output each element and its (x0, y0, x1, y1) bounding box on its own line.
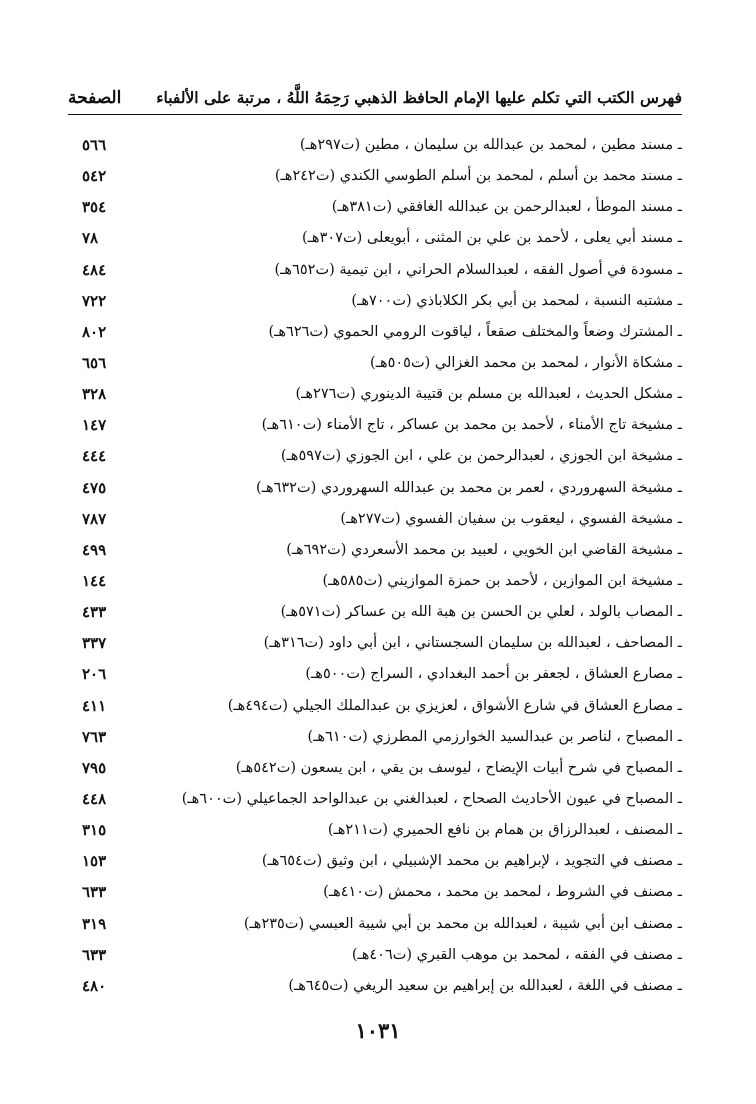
index-entry (68, 846, 682, 877)
entry-page-number: ٧٨٧ (82, 509, 107, 528)
entry-page-number: ٣١٩ (82, 914, 107, 933)
entry-title: ـ مشيخة ابن الموازين ، لأحمد بن حمزة الموازيني (ت٥٨٥هـ) (322, 572, 682, 589)
entry-page-number: ٤٧٥ (82, 478, 107, 497)
entry-title: ـ مسودة في أصول الفقه ، لعبدالسلام الحراني ، ابن تيمية (ت٦٥٢هـ) (274, 261, 682, 278)
entry-page-number: ٧٩٥ (82, 758, 107, 777)
entry-title: ـ مصارع العشاق في شارع الأشواق ، لعزيزي بن عبدالملك الجيلي (ت٤٩٤هـ) (227, 697, 682, 714)
index-entry (68, 348, 682, 379)
entry-title: ـ مشكاة الأنوار ، لمحمد بن محمد الغزالي (ت٥٠٥هـ) (370, 354, 682, 371)
index-entry (68, 691, 682, 722)
entry-page-number: ٤٤٤ (82, 447, 107, 466)
entry-title: ـ مصارع العشاق ، لجعفر بن أحمد البغدادي ، السراج (ت٥٠٠هـ) (305, 666, 682, 683)
index-entry (68, 473, 682, 504)
entry-title: ـ مصنف في اللغة ، لعبدالله بن إبراهيم بن سعيد الريغي (ت٦٤٥هـ) (288, 977, 682, 994)
index-entry (68, 410, 682, 441)
index-entry (68, 628, 682, 659)
entry-title: ـ مشيخة السهروردي ، لعمر بن محمد بن عبدالله السهروردي (ت٦٣٢هـ) (256, 479, 682, 496)
index-entry (68, 659, 682, 690)
entry-title: ـ مسند محمد بن أسلم ، لمحمد بن أسلم الطوسي الكندي (ت٢٤٢هـ) (274, 168, 682, 185)
entry-page-number: ٣٢٨ (82, 385, 107, 404)
entry-page-number: ٤٣٣ (82, 603, 107, 622)
entry-page-number: ٣٣٧ (82, 634, 107, 653)
index-entry (68, 566, 682, 597)
entry-title: ـ مصنف في الفقه ، لمحمد بن موهب القبري (ت٤٠٦هـ) (351, 946, 682, 963)
entry-page-number: ١٥٣ (82, 852, 107, 871)
entry-page-number: ٨٠٢ (82, 322, 107, 341)
index-entry (68, 535, 682, 566)
entry-page-number: ٤٨٠ (82, 976, 107, 995)
entry-page-number: ٤٩٩ (82, 540, 107, 559)
index-entry (68, 130, 682, 161)
entry-title: ـ المصباح في شرح أبيات الإيضاح ، ليوسف بن يقي ، ابن يسعون (ت٥٤٢هـ) (235, 759, 682, 776)
index-entry (68, 286, 682, 317)
index-entry (68, 753, 682, 784)
index-entry (68, 504, 682, 535)
entry-title: ـ مشتبه النسبة ، لمحمد بن أبي بكر الكلاباذي (ت٧٠٠هـ) (351, 292, 682, 309)
entry-page-number: ٧٦٣ (82, 727, 107, 746)
entry-page-number: ٦٥٦ (82, 353, 107, 372)
entry-title: ـ مصنف في التجويد ، لإبراهيم بن محمد الإشبيلي ، ابن وثيق (ت٦٥٤هـ) (261, 853, 682, 870)
book-index-list (68, 130, 682, 1002)
entry-page-number: ٧٢٢ (82, 291, 107, 310)
index-entry (68, 815, 682, 846)
page-title: فهرس الكتب التي تكلم عليها الإمام الحافظ الذهبي رَحِمَهُ اللَّهُ ، مرتبة على الألفباء (156, 88, 682, 107)
index-entry (68, 379, 682, 410)
index-entry (68, 192, 682, 223)
entry-page-number: ٢٠٦ (82, 665, 107, 684)
entry-title: ـ مشيخة تاج الأمناء ، لأحمد بن محمد بن عساكر ، تاج الأمناء (ت٦١٠هـ) (261, 417, 682, 434)
index-entry (68, 441, 682, 472)
entry-page-number: ١٤٧ (82, 416, 107, 435)
entry-title: ـ مصنف في الشروط ، لمحمد بن محمد ، محمش (ت٤١٠هـ) (323, 884, 682, 901)
index-entry (68, 909, 682, 940)
entry-title: ـ المصباح في عيون الأحاديث الصحاح ، لعبدالغني بن عبدالواحد الجماعيلي (ت٦٠٠هـ) (181, 790, 682, 807)
entry-title: ـ مسند مطين ، لمحمد بن عبدالله بن سليمان ، مطين (ت٢٩٧هـ) (299, 137, 682, 153)
entry-title: ـ مصنف ابن أبي شيبة ، لعبدالله بن محمد بن أبي شيبة العبسي (ت٢٣٥هـ) (243, 915, 682, 932)
index-entry (68, 784, 682, 815)
entry-page-number: ٣١٥ (82, 821, 107, 840)
page-column-heading: الصفحة (68, 88, 122, 108)
entry-page-number: ٥٤٢ (82, 167, 107, 186)
entry-title: ـ المصباح ، لناصر بن عبدالسيد الخوارزمي المطرزي (ت٦١٠هـ) (307, 728, 682, 745)
index-entry (68, 597, 682, 628)
entry-page-number: ٤١١ (82, 696, 107, 715)
index-entry (68, 255, 682, 286)
index-entry (68, 317, 682, 348)
entry-title: ـ المصاحف ، لعبدالله بن سليمان السجستاني ، ابن أبي داود (ت٣١٦هـ) (263, 635, 682, 652)
entry-title: ـ المصنف ، لعبدالرزاق بن همام بن نافع الحميري (ت٢١١هـ) (327, 822, 682, 839)
entry-page-number: ٦٣٣ (82, 883, 107, 902)
entry-page-number: ٧٨ (82, 229, 99, 248)
entry-title: ـ مشيخة ابن الجوزي ، لعبدالرحمن بن علي ، ابن الجوزي (ت٥٩٧هـ) (280, 448, 682, 465)
entry-page-number: ١٤٤ (82, 571, 107, 590)
entry-page-number: ٤٤٨ (82, 789, 107, 808)
index-entry (68, 971, 682, 1002)
index-entry (68, 940, 682, 971)
index-entry (68, 722, 682, 753)
entry-page-number: ٤٨٤ (82, 260, 107, 279)
entry-page-number: ٥٦٦ (82, 136, 107, 154)
entry-title: ـ المصاب بالولد ، لعلي بن الحسن بن هبة الله بن عساكر (ت٥٧١هـ) (280, 604, 682, 621)
entry-title: ـ المشترك وضعاً والمختلف صقعاً ، لياقوت الرومي الحموي (ت٦٢٦هـ) (268, 323, 682, 340)
index-entry (68, 877, 682, 908)
entry-title: ـ مسند الموطأ ، لعبدالرحمن بن عبدالله الغافقي (ت٣٨١هـ) (331, 199, 682, 216)
entry-title: ـ مشيخة الفسوي ، ليعقوب بن سفيان الفسوي (ت٢٧٧هـ) (340, 510, 682, 527)
entry-title: ـ مسند أبي يعلى ، لأحمد بن علي بن المثنى ، أبويعلى (ت٣٠٧هـ) (302, 230, 682, 247)
index-entry (68, 223, 682, 254)
entry-page-number: ٦٣٣ (82, 945, 107, 964)
index-entry (68, 161, 682, 192)
entry-title: ـ مشكل الحديث ، لعبدالله بن مسلم بن قتيبة الدينوري (ت٢٧٦هـ) (295, 386, 682, 403)
entry-title: ـ مشيخة القاضي ابن الخويي ، لعبيد بن محمد الأسعردي (ت٦٩٢هـ) (286, 541, 682, 558)
entry-page-number: ٣٥٤ (82, 198, 107, 217)
page-number: ١٠٣١ (355, 1018, 401, 1043)
page-header (68, 84, 682, 115)
